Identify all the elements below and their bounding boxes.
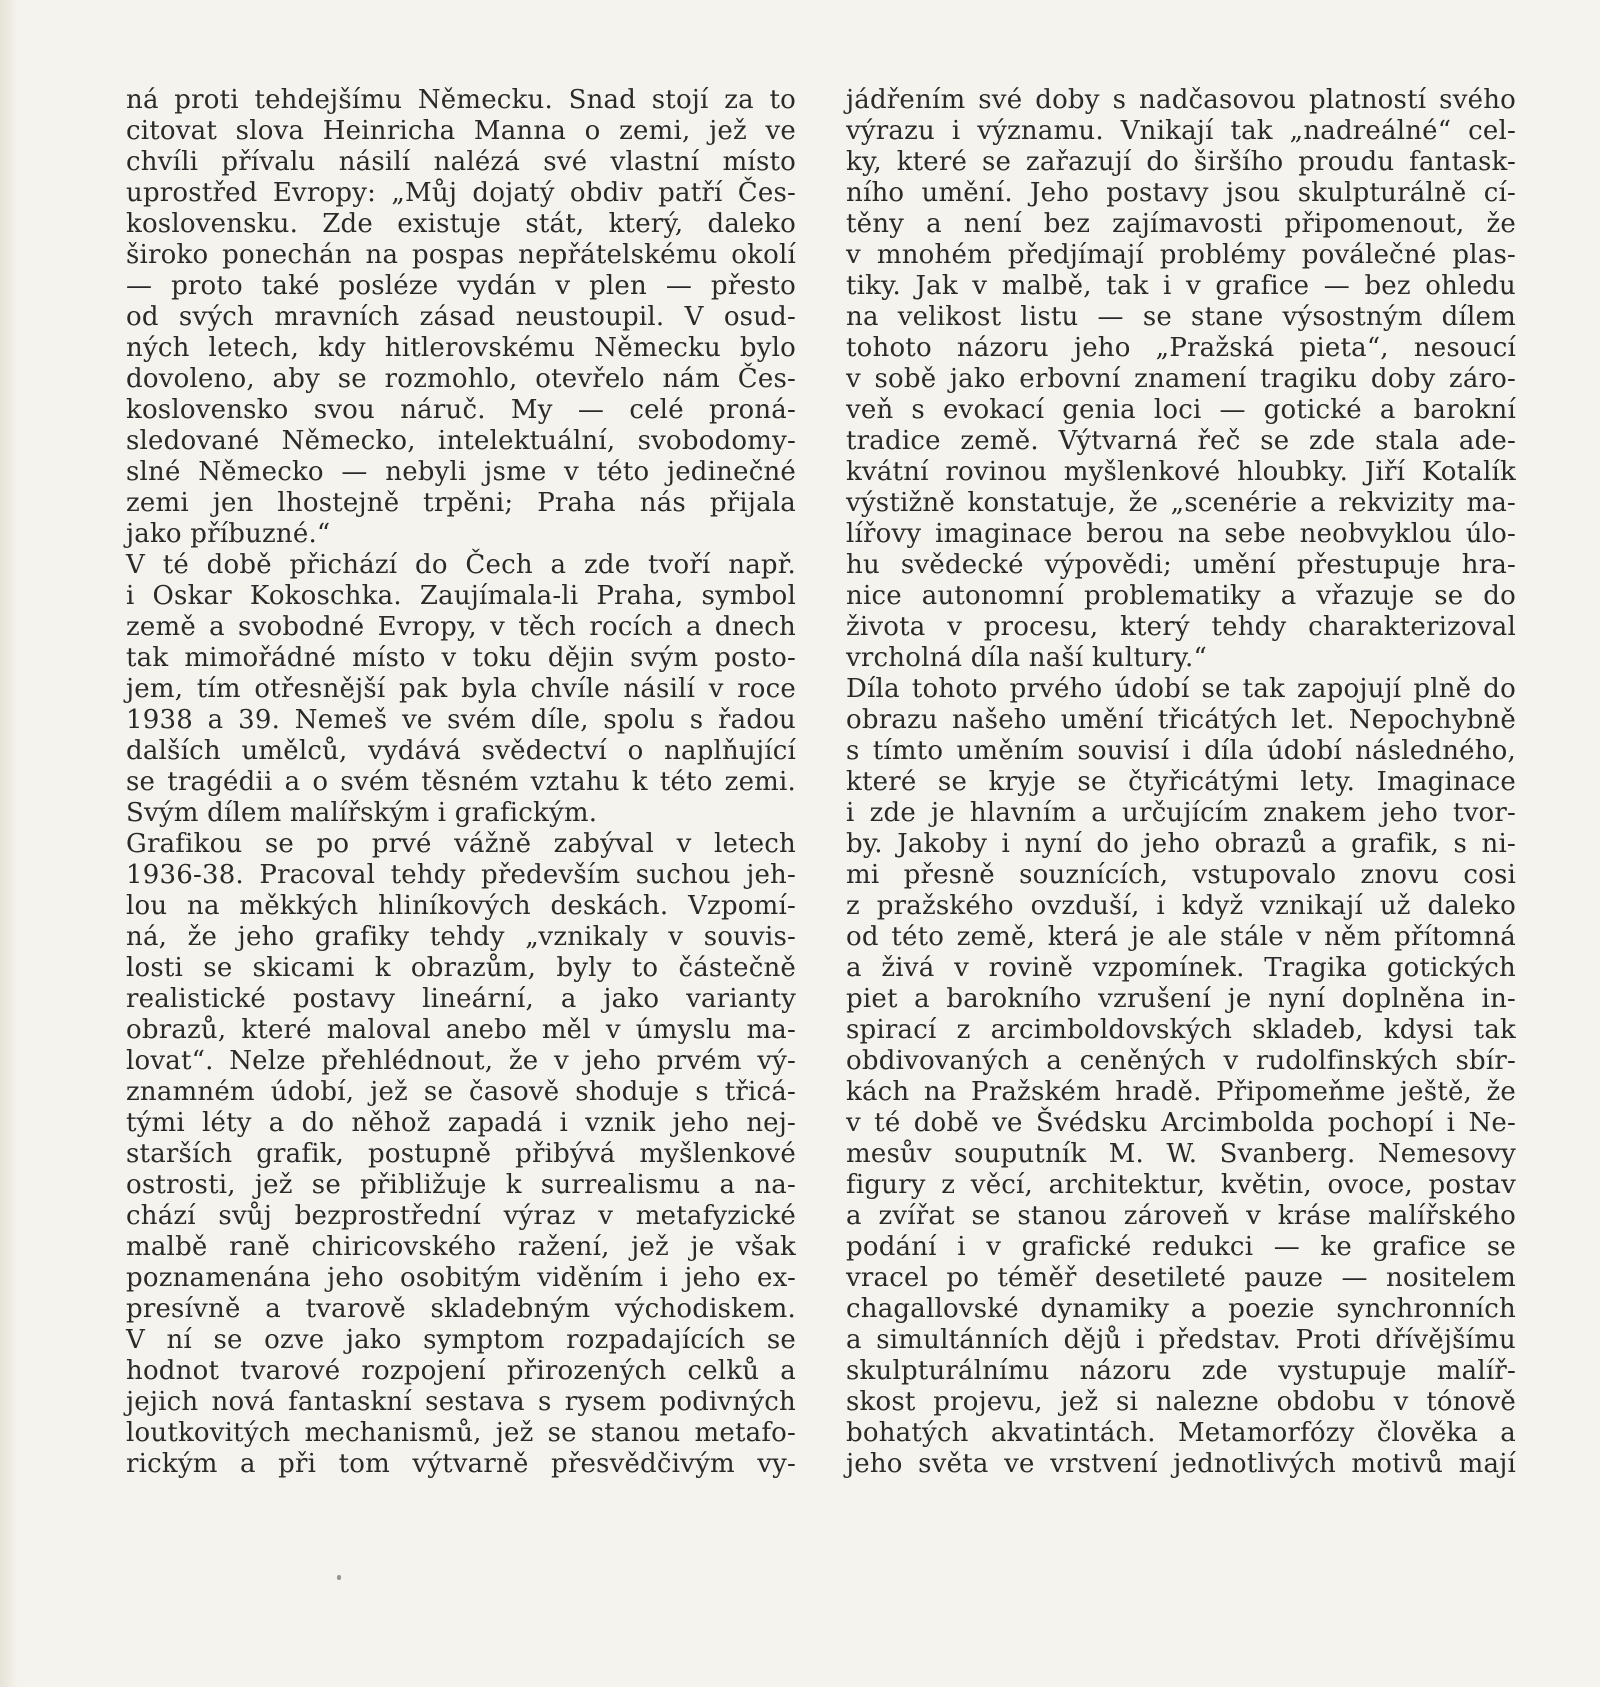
text-line: nice autonomní problematiky a vřazuje se do: [846, 581, 1516, 611]
text-line: v mnohém předjímají problémy poválečné plas-: [846, 240, 1516, 270]
left-text-column: [126, 85, 796, 1480]
text-line: s tímto uměním souvisí i díla údobí následného,: [846, 736, 1516, 766]
text-line: tohoto názoru jeho „Pražská pieta“, nesoucí: [846, 333, 1516, 363]
text-line: těny a není bez zajímavosti připomenout, že: [846, 209, 1516, 239]
text-line: obrazu našeho umění třicátých let. Nepochybně: [846, 705, 1516, 735]
text-line: V té době přichází do Čech a zde tvoří např.: [126, 550, 796, 580]
text-line: ky, které se zařazují do širšího proudu fantask-: [846, 147, 1516, 177]
text-line: a simultánních dějů i představ. Proti dřívějšímu: [846, 1325, 1516, 1355]
text-line: hu svědecké výpovědi; umění přestupuje hra-: [846, 550, 1516, 580]
text-line: presívně a tvarově skladebným východiskem.: [126, 1294, 796, 1324]
text-line: vracel po téměř desetileté pauze — nositelem: [846, 1263, 1516, 1293]
text-line: 1936-38. Pracoval tehdy především suchou jeh-: [126, 860, 796, 890]
text-line: ných letech, kdy hitlerovskému Německu bylo: [126, 333, 796, 363]
text-line: i zde je hlavním a určujícím znakem jeho tvor-: [846, 798, 1516, 828]
text-line: figury z věcí, architektur, květin, ovoce, postav: [846, 1170, 1516, 1200]
text-line: jeho světa ve vrstvení jednotlivých motivů mají: [846, 1449, 1516, 1479]
text-line: jako příbuzné.“: [126, 519, 331, 549]
text-line: loutkovitých mechanismů, jež se stanou metafo-: [126, 1418, 796, 1448]
text-line: spirací z arcimboldovských skladeb, kdysi tak: [846, 1015, 1516, 1045]
text-line: mi přesně souznících, vstupovalo znovu cosi: [846, 860, 1516, 890]
text-line: ná, že jeho grafiky tehdy „vznikaly v souvis-: [126, 922, 796, 952]
text-line: tradice země. Výtvarná řeč se zde stala ade-: [846, 426, 1516, 456]
text-line: tiky. Jak v malbě, tak i v grafice — bez ohledu: [846, 271, 1516, 301]
text-line: rickým a při tom výtvarně přesvědčivým vy-: [126, 1449, 796, 1479]
text-line: koslovensku. Zde existuje stát, který, daleko: [126, 209, 796, 239]
text-line: země a svobodné Evropy, v těch rocích a dnech: [126, 612, 796, 642]
page-edge-shadow: [0, 0, 18, 1687]
text-line: skulpturálnímu názoru zde vystupuje malíř-: [846, 1356, 1516, 1386]
text-line: lovat“. Nelze přehlédnout, že v jeho prvém vý-: [126, 1046, 796, 1076]
text-line: zemi jen lhostejně trpěni; Praha nás přijala: [126, 488, 796, 518]
text-line: jem, tím otřesnější pak byla chvíle násilí v roce: [126, 674, 796, 704]
text-line: mesův souputník M. W. Svanberg. Nemesovy: [846, 1139, 1516, 1169]
text-line: kvátní rovinou myšlenkové hloubky. Jiří Kotalík: [846, 457, 1516, 487]
right-text-column: [846, 85, 1516, 1480]
text-line: Svým dílem malířským i grafickým.: [126, 798, 598, 828]
text-line: široko ponechán na pospas nepřátelskému okolí: [126, 240, 796, 270]
text-line: výrazu i významu. Vnikají tak „nadreálné“ cel-: [846, 116, 1516, 146]
text-line: kách na Pražském hradě. Připomeňme ještě, že: [846, 1077, 1516, 1107]
text-line: koslovensko svou náruč. My — celé proná-: [126, 395, 796, 425]
text-line: obdivovaných a ceněných v rudolfinských sbír-: [846, 1046, 1516, 1076]
text-line: starších grafik, postupně přibývá myšlenkové: [126, 1139, 796, 1169]
text-line: poznamenána jeho osobitým viděním i jeho ex-: [126, 1263, 796, 1293]
text-line: a zvířat se stanou zároveň v kráse malířského: [846, 1201, 1516, 1231]
text-line: lířovy imaginace berou na sebe neobvyklou úlo-: [846, 519, 1516, 549]
text-line: slné Německo — nebyli jsme v této jedinečné: [126, 457, 796, 487]
text-line: znamném údobí, jež se časově shoduje s třicá-: [126, 1077, 796, 1107]
text-line: tak mimořádné místo v toku dějin svým posto-: [126, 643, 796, 673]
text-line: dovoleno, aby se rozmohlo, otevřelo nám Čes-: [126, 364, 796, 394]
text-line: v sobě jako erbovní znamení tragiku doby záro-: [846, 364, 1516, 394]
text-line: vrcholná díla naší kultury.“: [846, 643, 1207, 673]
text-line: v té době ve Švédsku Arcimbolda pochopí i Ne-: [846, 1108, 1516, 1138]
text-line: — proto také posléze vydán v plen — přesto: [126, 271, 796, 301]
text-line: hodnot tvarové rozpojení přirozených celků a: [126, 1356, 796, 1386]
text-line: sledované Německo, intelektuální, svobodomy-: [126, 426, 796, 456]
text-line: od svých mravních zásad neustoupil. V osud-: [126, 302, 796, 332]
text-line: malbě raně chiricovského ražení, jež je však: [126, 1232, 796, 1262]
text-line: Grafikou se po prvé vážně zabýval v letech: [126, 829, 796, 859]
text-line: a živá v rovině vzpomínek. Tragika gotických: [846, 953, 1516, 983]
text-line: jejich nová fantaskní sestava s rysem podivných: [126, 1387, 796, 1417]
text-line: z pražského ovzduší, i když vznikají už daleko: [846, 891, 1516, 921]
text-line: života v procesu, který tehdy charakterizoval: [846, 612, 1516, 642]
text-line: skost projevu, jež si nalezne obdobu v tónově: [846, 1387, 1516, 1417]
text-line: podání i v grafické redukci — ke grafice se: [846, 1232, 1516, 1262]
text-line: uprostřed Evropy: „Můj dojatý obdiv patří Čes-: [126, 178, 796, 208]
text-line: citovat slova Heinricha Manna o zemi, jež ve: [126, 116, 796, 146]
text-line: ostrosti, jež se přibližuje k surrealismu a na-: [126, 1170, 796, 1200]
text-line: lou na měkkých hliníkových deskách. Vzpomí-: [126, 891, 796, 921]
text-line: Díla tohoto prvého údobí se tak zapojují plně do: [846, 674, 1516, 704]
text-line: se tragédii a o svém těsném vztahu k této zemi.: [126, 767, 796, 797]
text-line: losti se skicami k obrazům, byly to částečně: [126, 953, 796, 983]
text-line: V ní se ozve jako symptom rozpadajících se: [126, 1325, 796, 1355]
text-line: dalších umělců, vydává svědectví o naplňující: [126, 736, 796, 766]
text-line: které se kryje se čtyřicátými lety. Imaginace: [846, 767, 1516, 797]
text-line: veň s evokací genia loci — gotické a barokní: [846, 395, 1516, 425]
text-line: realistické postavy lineární, a jako varianty: [126, 984, 796, 1014]
text-line: i Oskar Kokoschka. Zaujímala-li Praha, symbol: [126, 581, 796, 611]
text-line: obrazů, které maloval anebo měl v úmyslu ma-: [126, 1015, 796, 1045]
text-line: chází svůj bezprostřední výraz v metafyzické: [126, 1201, 796, 1231]
text-line: výstižně konstatuje, že „scenérie a rekvizity ma-: [846, 488, 1516, 518]
text-line: by. Jakoby i nyní do jeho obrazů a grafik, s ni-: [846, 829, 1516, 859]
text-line: od této země, která je ale stále v něm přítomná: [846, 922, 1516, 952]
text-line: ná proti tehdejšímu Německu. Snad stojí za to: [126, 85, 796, 115]
text-line: piet a barokního vzrušení je nyní doplněna in-: [846, 984, 1516, 1014]
text-line: 1938 a 39. Nemeš ve svém díle, spolu s řadou: [126, 705, 796, 735]
text-line: na velikost listu — se stane výsostným dílem: [846, 302, 1516, 332]
text-line: chagallovské dynamiky a poezie synchronních: [846, 1294, 1516, 1324]
paper-speck: [337, 1575, 341, 1580]
text-line: bohatých akvatintách. Metamorfózy člověka a: [846, 1418, 1516, 1448]
text-line: ního umění. Jeho postavy jsou skulpturálně cí-: [846, 178, 1516, 208]
text-line: jádřením své doby s nadčasovou platností svého: [846, 85, 1516, 115]
text-line: chvíli přívalu násilí nalézá své vlastní místo: [126, 147, 796, 177]
text-line: tými léty a do něhož zapadá i vznik jeho nej-: [126, 1108, 796, 1138]
